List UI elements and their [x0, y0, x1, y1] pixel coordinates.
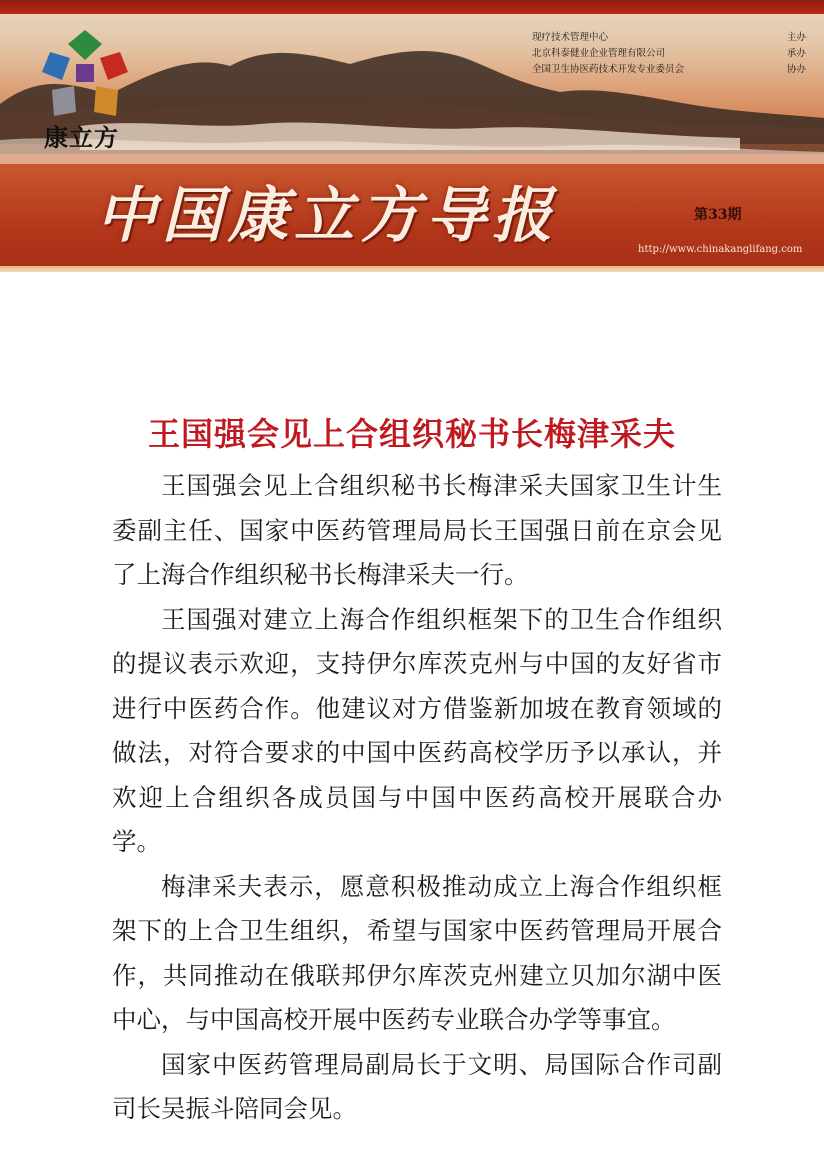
organizer-name: 北京科泰健业企业管理有限公司 [532, 48, 666, 59]
organizer-role: 协办 [786, 64, 806, 75]
banner-bottom-strip [0, 266, 824, 272]
issue-number: 第33期 [694, 207, 742, 223]
organizer-name: 全国卫生协医药技术开发专业委员会 [532, 64, 685, 75]
organizer-row [532, 30, 806, 46]
article-paragraph: 王国强对建立上海合作组织框架下的卫生合作组织的提议表示欢迎，支持伊尔库茨克州与中国的友好省市进行中医药合作。他建议对方借鉴新加坡在教育领域的做法，对符合要求的中国中医药高校学历予以承认，并欢迎上合组织各成员国与中国中医药高校开展联合办学。 [112, 604, 722, 856]
website-url: http://www.chinakanglifang.com [638, 244, 803, 255]
organizer-name: 现疗技术管理中心 [532, 32, 609, 43]
logo-text: 康立方 [44, 124, 119, 152]
organizer-role: 承办 [786, 48, 806, 59]
masthead-title: 中国康立方导报 [96, 181, 558, 251]
article-paragraph: 国家中医药管理局副局长于文明、局国际合作司副司长吴振斗陪同会见。 [112, 1049, 722, 1123]
organizer-list [532, 30, 806, 78]
organizer-row [532, 62, 806, 78]
header-banner [0, 0, 824, 272]
article-body [112, 464, 722, 1132]
article-paragraph: 王国强会见上合组织秘书长梅津采夫国家卫生计生委副主任、国家中医药管理局局长王国强日前在京会见了上海合作组织秘书长梅津采夫一行。 [112, 471, 722, 589]
organizer-role: 主办 [786, 32, 806, 43]
banner-top-strip [0, 0, 824, 14]
article-title: 王国强会见上合组织秘书长梅津采夫 [147, 415, 676, 454]
organizer-row [532, 46, 806, 62]
article-paragraph: 梅津采夫表示，愿意积极推动成立上海合作组织框架下的上合卫生组织，希望与国家中医药管理局开展合作，共同推动在俄联邦伊尔库茨克州建立贝加尔湖中医中心，与中国高校开展中医药专业联合办学等事宜。 [112, 871, 722, 1034]
